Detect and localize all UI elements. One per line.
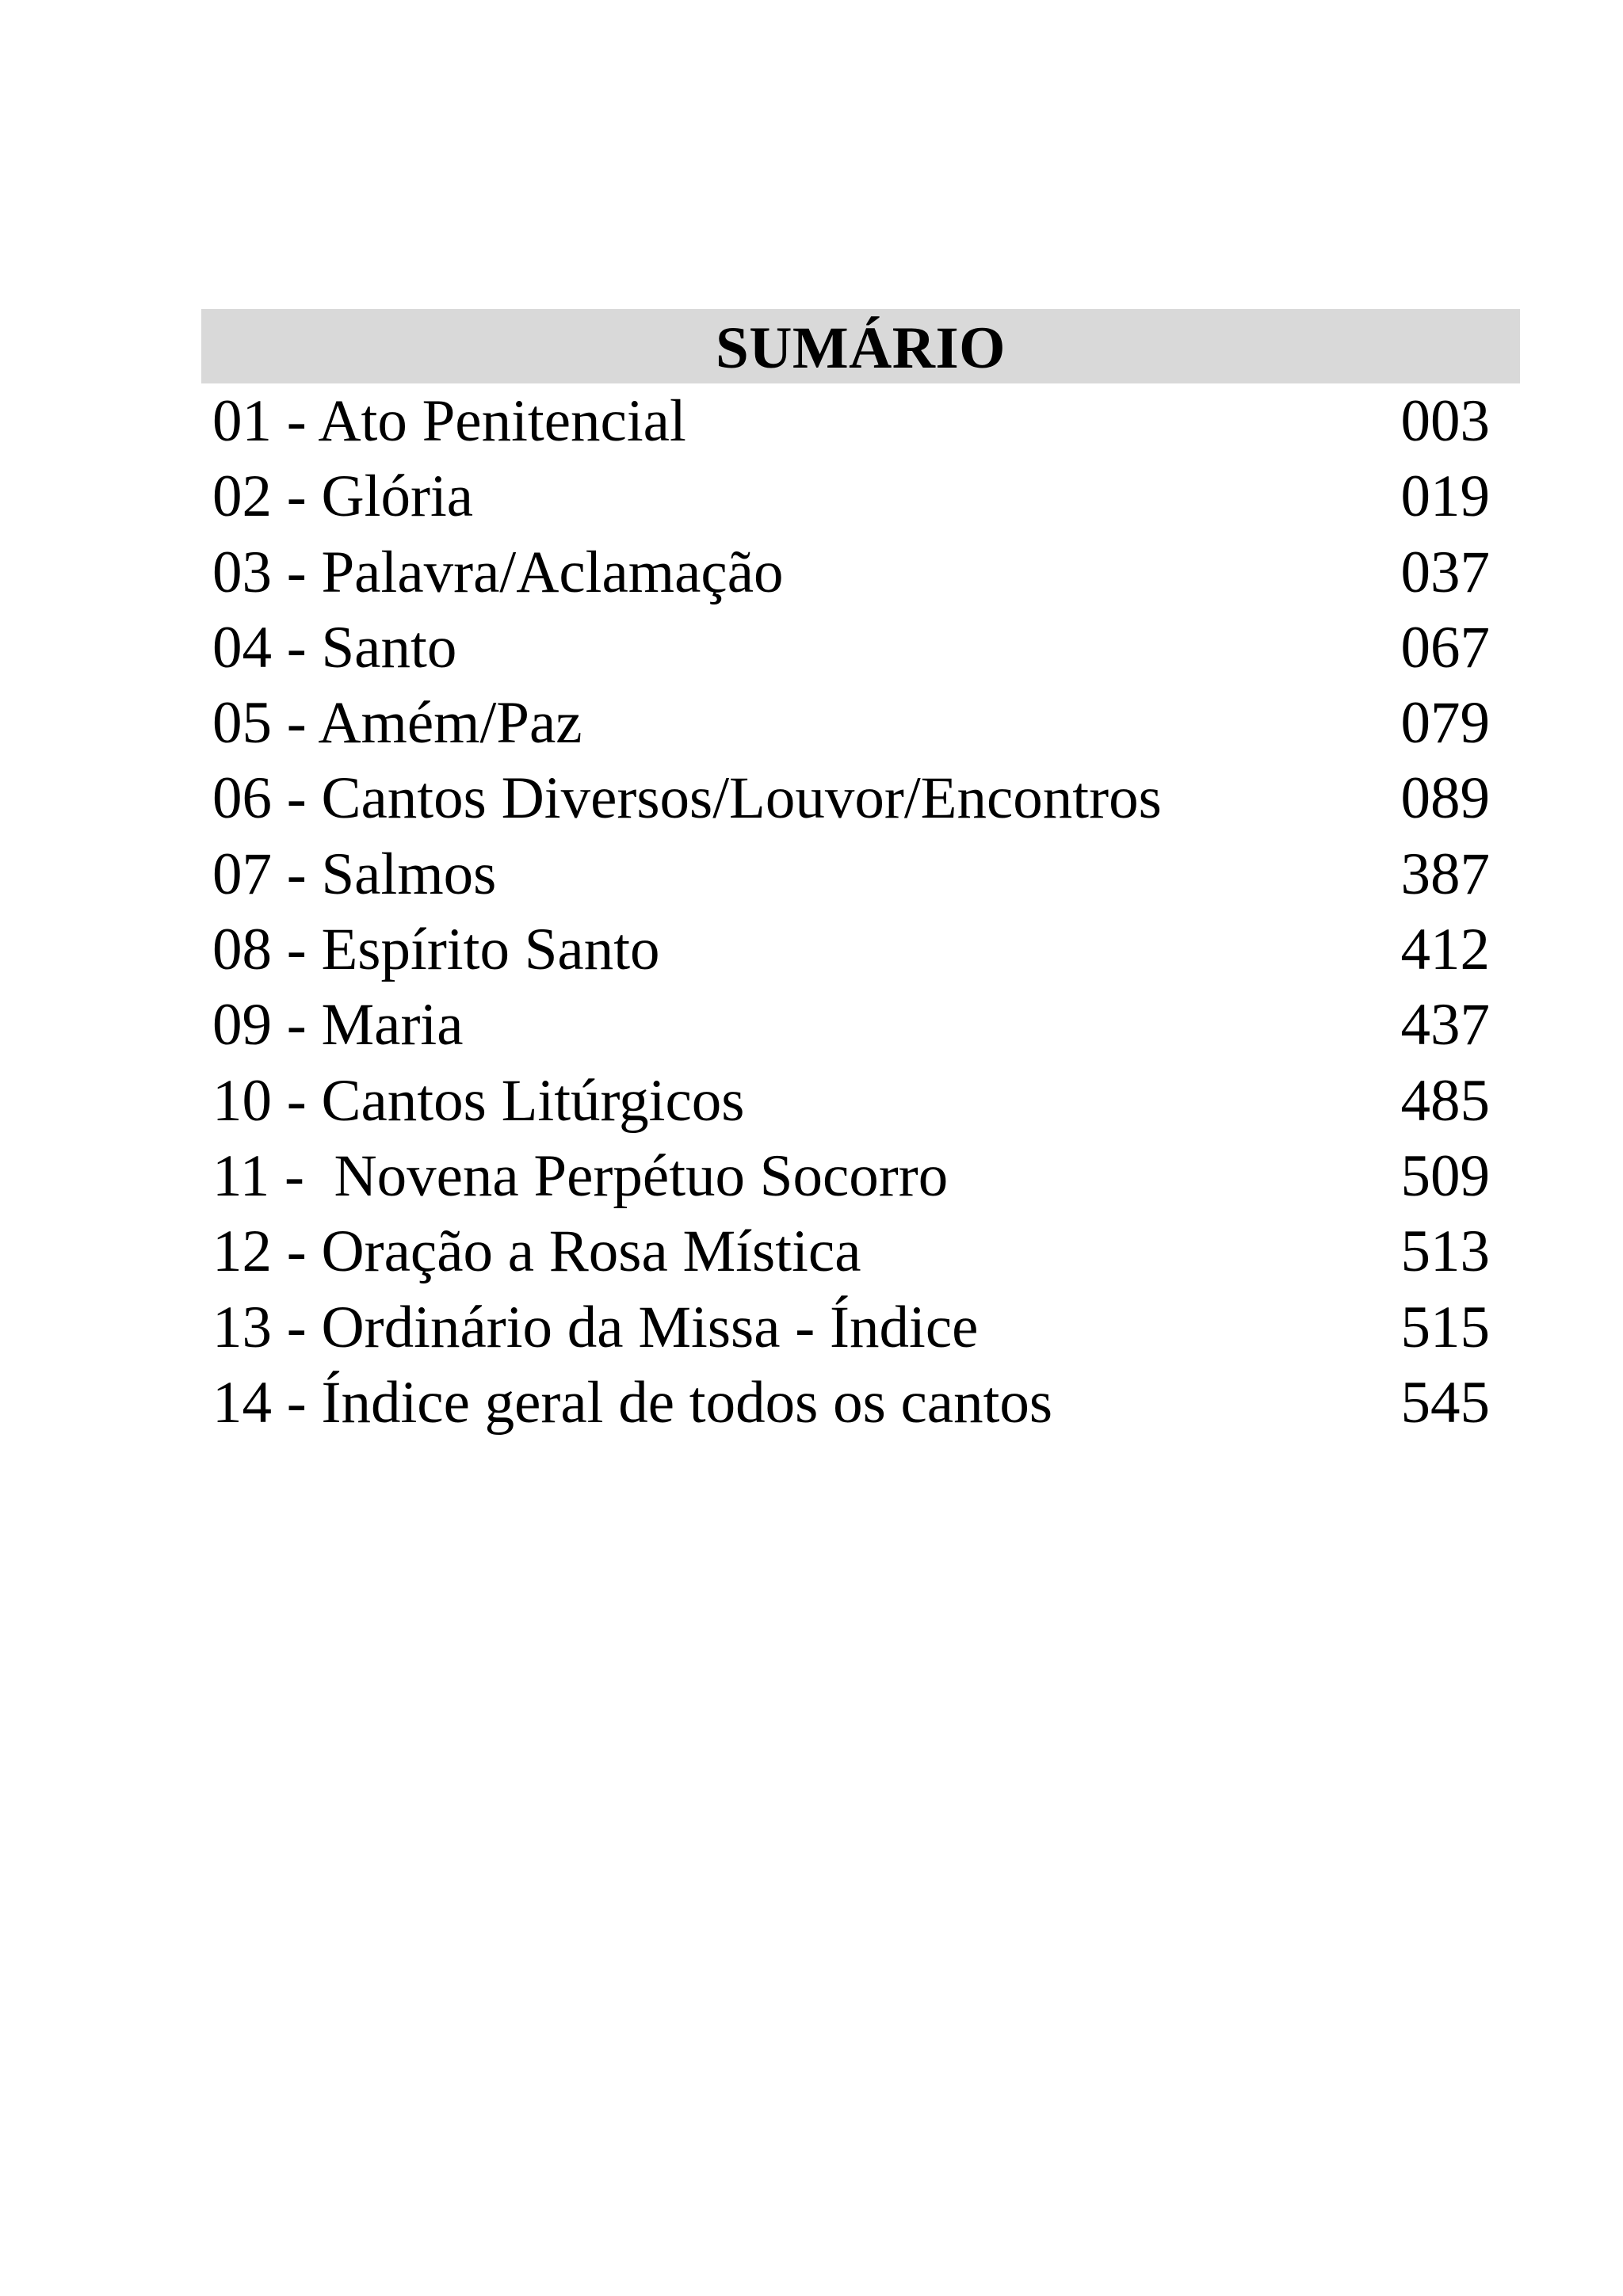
toc-entry-label: 02 - Glória	[212, 463, 474, 530]
toc-entry-page: 067	[1400, 614, 1490, 681]
toc-entry-label: 03 - Palavra/Aclamação	[212, 539, 784, 605]
toc-entry[interactable]	[201, 383, 1520, 459]
toc-entry-label: 14 - Índice geral de todos os cantos	[212, 1369, 1053, 1436]
toc-entry[interactable]	[201, 1214, 1520, 1289]
toc-entry-page: 437	[1400, 992, 1490, 1058]
toc-entry-page: 089	[1400, 765, 1490, 832]
toc-entry-label: 08 - Espírito Santo	[212, 917, 660, 983]
toc-entry[interactable]	[201, 987, 1520, 1062]
toc-entry-label: 01 - Ato Penitencial	[212, 388, 686, 454]
toc-entry-label: 06 - Cantos Diversos/Louvor/Encontros	[212, 765, 1162, 832]
toc-entry[interactable]	[201, 535, 1520, 610]
table-of-contents	[201, 309, 1520, 1440]
toc-entry-label: 04 - Santo	[212, 614, 457, 681]
toc-entry-page: 019	[1400, 463, 1490, 530]
toc-entry-page: 509	[1400, 1142, 1490, 1209]
toc-entry[interactable]	[201, 459, 1520, 534]
toc-entry[interactable]	[201, 685, 1520, 761]
toc-entry-page: 412	[1400, 917, 1490, 983]
toc-entry[interactable]	[201, 761, 1520, 836]
toc-entry-label: 12 - Oração a Rosa Mística	[212, 1219, 861, 1285]
toc-list	[201, 383, 1520, 1440]
toc-entry-label: 11 - Novena Perpétuo Socorro	[212, 1142, 949, 1209]
toc-entry-page: 515	[1400, 1294, 1490, 1360]
toc-entry-label: 05 - Amém/Paz	[212, 690, 582, 757]
toc-entry[interactable]	[201, 610, 1520, 685]
toc-entry-page: 485	[1400, 1067, 1490, 1134]
toc-entry-label: 09 - Maria	[212, 992, 464, 1058]
toc-entry[interactable]	[201, 1138, 1520, 1214]
toc-entry[interactable]	[201, 1290, 1520, 1365]
toc-entry-page: 387	[1400, 841, 1490, 907]
toc-entry[interactable]	[201, 1063, 1520, 1138]
toc-entry-page: 545	[1400, 1369, 1490, 1436]
toc-entry-label: 13 - Ordinário da Missa - Índice	[212, 1294, 979, 1360]
toc-title: SUMÁRIO	[201, 309, 1520, 383]
toc-entry-page: 513	[1400, 1219, 1490, 1285]
toc-entry[interactable]	[201, 837, 1520, 912]
toc-entry-page: 003	[1400, 388, 1490, 454]
toc-entry-label: 10 - Cantos Litúrgicos	[212, 1067, 745, 1134]
toc-entry-page: 079	[1400, 690, 1490, 757]
toc-entry[interactable]	[201, 1365, 1520, 1440]
toc-entry-page: 037	[1400, 539, 1490, 605]
toc-entry[interactable]	[201, 912, 1520, 987]
toc-entry-label: 07 - Salmos	[212, 841, 497, 907]
